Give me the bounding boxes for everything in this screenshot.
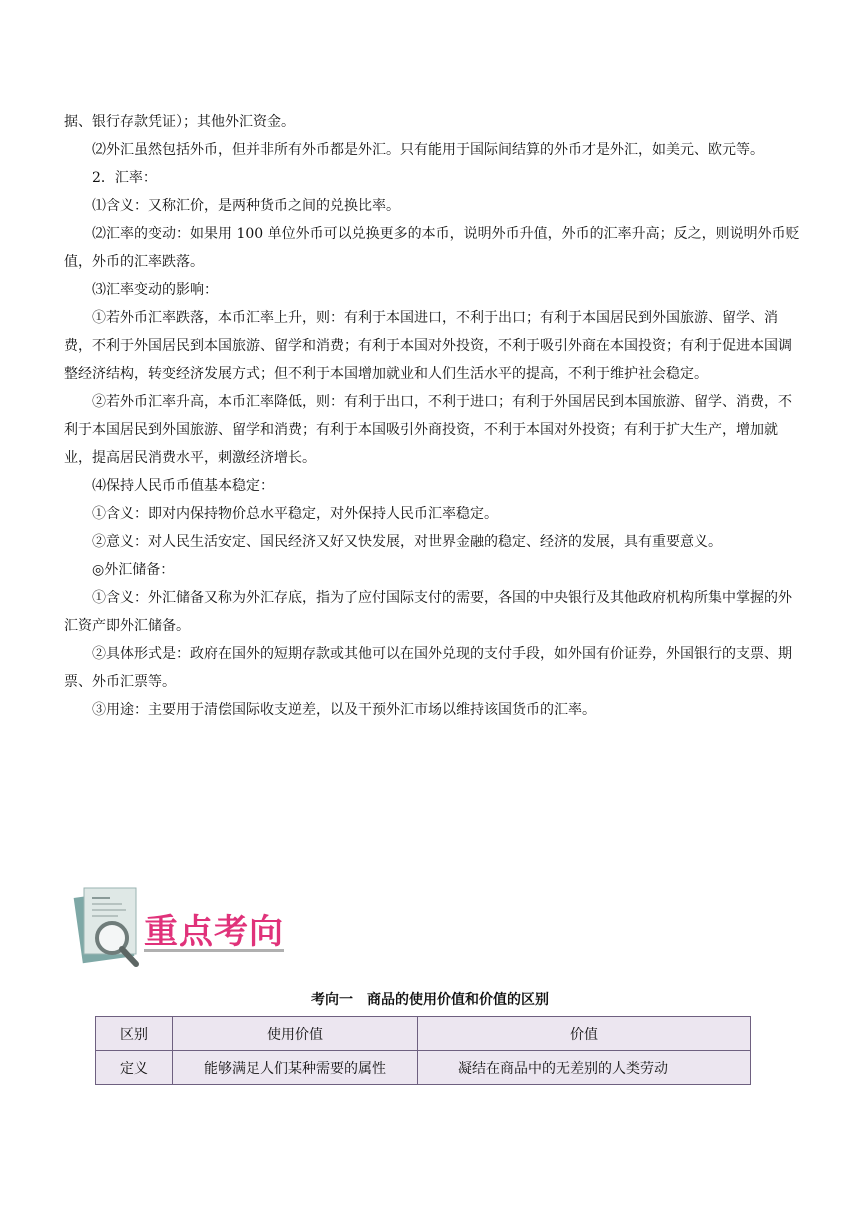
document-body [64,108,804,724]
paragraph: ◎外汇储备： [92,562,175,578]
paragraph: ②若外币汇率升高，本币汇率降低，则：有利于出口，不利于进口；有利于外国居民到本国旅游、留学、消费，不利于本国居民到外国旅游、留学和消费；有利于本国吸引外商投资，不利于本国对外投资；有利于扩大生产，增加就业，提高居民消费水平，刺激经济增长。 [64,394,792,466]
section-heading: 2．汇率： [92,170,157,186]
comparison-table [95,1016,751,1085]
table-title: 考向一 商品的使用价值和价值的区别 [311,992,549,1008]
table-cell: 能够满足人们某种需要的属性 [173,1051,418,1085]
table-header-cell: 价值 [418,1017,751,1051]
magnifier-document-icon [70,880,150,970]
paragraph: ⑴含义：又称汇价，是两种货币之间的兑换比率。 [92,198,400,214]
banner-title: 重点考向 [144,912,284,952]
table-header-cell: 使用价值 [173,1017,418,1051]
paragraph: ⑵外汇虽然包括外币，但并非所有外币都是外汇。只有能用于国际间结算的外币才是外汇，如美元、欧元等。 [92,142,764,158]
table-cell: 定义 [96,1051,173,1085]
paragraph: ①含义：即对内保持物价总水平稳定，对外保持人民币汇率稳定。 [92,506,498,522]
key-points-banner [70,880,310,970]
table-header-row [96,1017,751,1051]
table-header-cell: 区别 [96,1017,173,1051]
paragraph: ⑵汇率的变动：如果用 100 单位外币可以兑换更多的本币，说明外币升值，外币的汇率升高；反之，则说明外币贬值，外币的汇率跌落。 [64,226,800,270]
paragraph: ①含义：外汇储备又称为外汇存底，指为了应付国际支付的需要，各国的中央银行及其他政府机构所集中掌握的外汇资产即外汇储备。 [64,590,792,634]
paragraph: ⑶汇率变动的影响： [92,282,218,298]
paragraph: ⑷保持人民币币值基本稳定： [92,478,274,494]
paragraph: ①若外币汇率跌落，本币汇率上升，则：有利于本国进口，不利于出口；有利于本国居民到外国旅游、留学、消费，不利于外国居民到本国旅游、留学和消费；有利于本国对外投资，不利于吸引外商在本国投资；有利于促进本国调整经济结构，转变经济发展方式；但不利于本国增加就业和人们生活水平的提高，不利于维护社会稳定。 [64,310,792,382]
paragraph: 据、银行存款凭证）；其他外汇资金。 [64,114,295,130]
table-cell: 凝结在商品中的无差别的人类劳动 [418,1051,751,1085]
paragraph: ②意义：对人民生活安定、国民经济又好又快发展，对世界金融的稳定、经济的发展，具有重要意义。 [92,534,722,550]
table-row [96,1051,751,1085]
paragraph: ②具体形式是：政府在国外的短期存款或其他可以在国外兑现的支付手段，如外国有价证券，外国银行的支票、期票、外币汇票等。 [64,646,792,690]
paragraph: ③用途：主要用于清偿国际收支逆差，以及干预外汇市场以维持该国货币的汇率。 [92,702,596,718]
